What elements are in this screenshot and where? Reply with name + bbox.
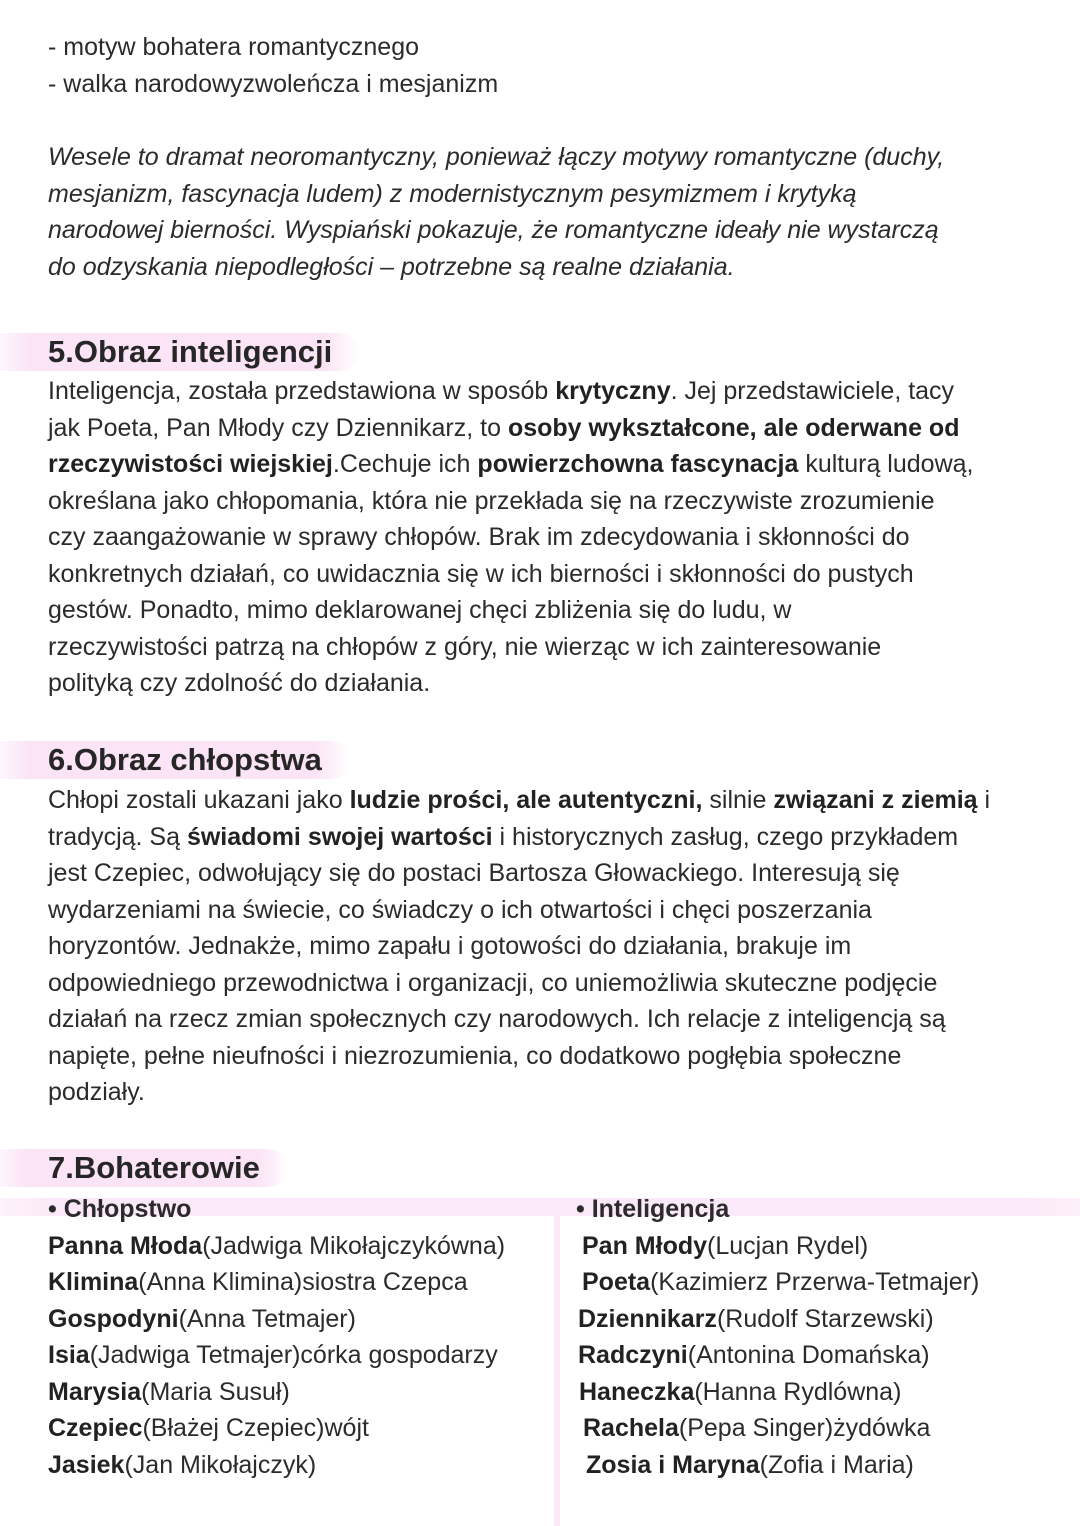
text-segment: .Cechuje ich: [332, 450, 478, 478]
bold-phrase: rzeczywistości wiejskiej: [48, 450, 333, 478]
paragraph-line: [48, 855, 990, 892]
list-item: - walka narodowyzwoleńcza i mesjanizm: [48, 69, 499, 98]
text-segment: określana jako chłopomania, która nie przekłada się na rzeczywiste zrozumienie: [48, 486, 935, 515]
character-actor: (Anna Tetmajer): [178, 1304, 356, 1333]
character-name: Pan Młody: [582, 1231, 708, 1260]
paragraph-line: mesjanizm, fascynacja ludem) z modernistycznym pesymizmem i krytyką: [48, 179, 857, 208]
paragraph-line: [48, 519, 973, 556]
column-header: • Inteligencja: [576, 1195, 730, 1223]
character-item: [576, 1301, 979, 1338]
text-segment: odpowiedniego przewodnictwa i organizacji, co uniemożliwia skuteczne podjęcie: [48, 968, 938, 997]
character-actor: (Lucjan Rydel): [707, 1231, 869, 1260]
column-inteligencja: [576, 1191, 979, 1483]
intro-list: [48, 29, 498, 102]
character-name: Haneczka: [579, 1377, 695, 1406]
list-item: - motyw bohatera romantycznego: [48, 33, 420, 61]
character-item: [48, 1228, 505, 1265]
text-segment: polityką czy zdolność do działania.: [48, 669, 431, 697]
bold-phrase: ludzie prości, ale autentyczni,: [349, 786, 703, 814]
paragraph-line: Wesele to dramat neoromantyczny, ponieważ łączy motywy romantyczne (duchy,: [48, 143, 945, 171]
paragraph-line: [48, 629, 973, 666]
paragraph-line: do odzyskania niepodległości – potrzebne są realne działania.: [48, 252, 735, 281]
character-name: Panna Młoda: [48, 1231, 203, 1260]
text-segment: kulturą ludową,: [798, 450, 974, 478]
paragraph-line: [48, 446, 973, 483]
character-name: Jasiek: [48, 1450, 125, 1479]
character-actor: (Jan Mikołajczyk): [124, 1450, 317, 1479]
paragraph-line: [48, 665, 973, 702]
character-actor: (Błażej Czepiec)wójt: [142, 1414, 369, 1442]
character-item: [576, 1410, 979, 1447]
text-segment: jak Poeta, Pan Młody czy Dziennikarz, to: [48, 413, 508, 442]
paragraph-line: [48, 1074, 990, 1111]
paragraph-line: [48, 556, 973, 593]
bold-phrase: świadomi swojej wartości: [186, 822, 493, 851]
text-segment: działań na rzecz zmian społecznych czy narodowych. Ich relacje z inteligencją są: [48, 1005, 946, 1033]
character-name: Rachela: [583, 1414, 679, 1442]
paragraph-line: [48, 892, 990, 929]
section-5-heading: 5.Obraz inteligencji: [0, 333, 360, 371]
column-header: • Chłopstwo: [48, 1195, 192, 1223]
paragraph-line: [48, 1038, 990, 1075]
character-name: Dziennikarz: [578, 1304, 717, 1333]
character-name: Poeta: [582, 1268, 651, 1296]
character-item: [576, 1337, 979, 1374]
bold-phrase: osoby wykształcone, ale oderwane od: [507, 413, 960, 442]
section-6-heading: 6.Obraz chłopstwa: [0, 741, 350, 779]
character-actor: (Hanna Rydlówna): [694, 1377, 902, 1406]
character-actor: (Jadwiga Mikołajczykówna): [202, 1231, 506, 1260]
paragraph-line: [48, 965, 990, 1002]
paragraph-line: [48, 410, 973, 447]
paragraph-line: [48, 592, 973, 629]
character-item: [48, 1410, 505, 1447]
character-item: [48, 1264, 505, 1301]
character-item: [48, 1447, 505, 1484]
character-name: Klimina: [48, 1268, 139, 1296]
character-actor: (Zofia i Maria): [759, 1450, 914, 1479]
text-segment: rzeczywistości patrzą na chłopów z góry, nie wierząc w ich zainteresowanie: [48, 632, 882, 661]
character-actor: (Rudolf Starzewski): [716, 1304, 934, 1333]
section-6-paragraph: [48, 782, 990, 1111]
paragraph-line: [48, 1001, 990, 1038]
character-actor: (Anna Klimina)siostra Czepca: [138, 1268, 468, 1296]
text-segment: gestów. Ponadto, mimo deklarowanej chęci zbliżenia się do ludu, w: [48, 596, 792, 624]
text-segment: . Jej przedstawiciele, tacy: [670, 377, 955, 405]
character-actor: (Pepa Singer)żydówka: [678, 1414, 931, 1442]
column-chlopstwo: [48, 1191, 505, 1483]
text-segment: konkretnych działań, co uwidacznia się w ich bierności i skłonności do pustych: [48, 559, 914, 588]
section-5-paragraph: [48, 373, 973, 702]
character-actor: (Kazimierz Przerwa-Tetmajer): [650, 1268, 980, 1296]
bold-phrase: związani z ziemią: [773, 786, 978, 814]
paragraph-line: [48, 819, 990, 856]
paragraph-line: [48, 928, 990, 965]
text-segment: silnie: [702, 786, 774, 814]
text-segment: tradycją. Są: [48, 822, 187, 851]
text-segment: horyzontów. Jednakże, mimo zapału i gotowości do działania, brakuje im: [48, 932, 852, 960]
column-divider: [554, 1198, 560, 1526]
text-segment: i historycznych zasług, czego przykładem: [492, 822, 959, 851]
paragraph-line: [48, 483, 973, 520]
section-7-heading: 7.Bohaterowie: [0, 1149, 288, 1187]
character-actor: (Antonina Domańska): [687, 1341, 930, 1369]
text-segment: czy zaangażowanie w sprawy chłopów. Brak im zdecydowania i skłonności do: [48, 523, 910, 551]
text-segment: jest Czepiec, odwołujący się do postaci Bartosza Głowackiego. Interesują się: [48, 859, 900, 887]
character-name: Marysia: [48, 1377, 142, 1406]
character-name: Gospodyni: [48, 1304, 179, 1333]
character-item: [576, 1374, 979, 1411]
character-item: [48, 1374, 505, 1411]
text-segment: podziały.: [48, 1078, 145, 1106]
text-segment: wydarzeniami na świecie, co świadczy o ich otwartości i chęci poszerzania: [48, 895, 872, 924]
text-segment: napięte, pełne nieufności i niezrozumienia, co dodatkowo pogłębia społeczne: [48, 1041, 902, 1070]
character-item: [576, 1447, 979, 1484]
character-item: [576, 1228, 979, 1265]
bold-phrase: powierzchowna fascynacja: [477, 450, 799, 478]
paragraph-line: [48, 782, 990, 819]
paragraph-line: [48, 373, 973, 410]
bold-phrase: krytyczny: [555, 377, 671, 405]
text-segment: Chłopi zostali ukazani jako: [48, 786, 350, 814]
text-segment: Inteligencja, została przedstawiona w sposób: [48, 377, 556, 405]
character-item: [48, 1337, 505, 1374]
text-segment: i: [977, 786, 991, 814]
character-actor: (Maria Susuł): [141, 1377, 290, 1406]
character-name: Isia: [48, 1341, 90, 1369]
character-name: Radczyni: [578, 1341, 688, 1369]
character-item: [48, 1301, 505, 1338]
character-actor: (Jadwiga Tetmajer)córka gospodarzy: [89, 1341, 498, 1369]
character-item: [576, 1264, 979, 1301]
summary-paragraph: [48, 139, 944, 285]
paragraph-line: narodowej bierności. Wyspiański pokazuje, że romantyczne ideały nie wystarczą: [48, 216, 939, 244]
character-name: Czepiec: [48, 1414, 143, 1442]
character-name: Zosia i Maryna: [586, 1450, 760, 1479]
